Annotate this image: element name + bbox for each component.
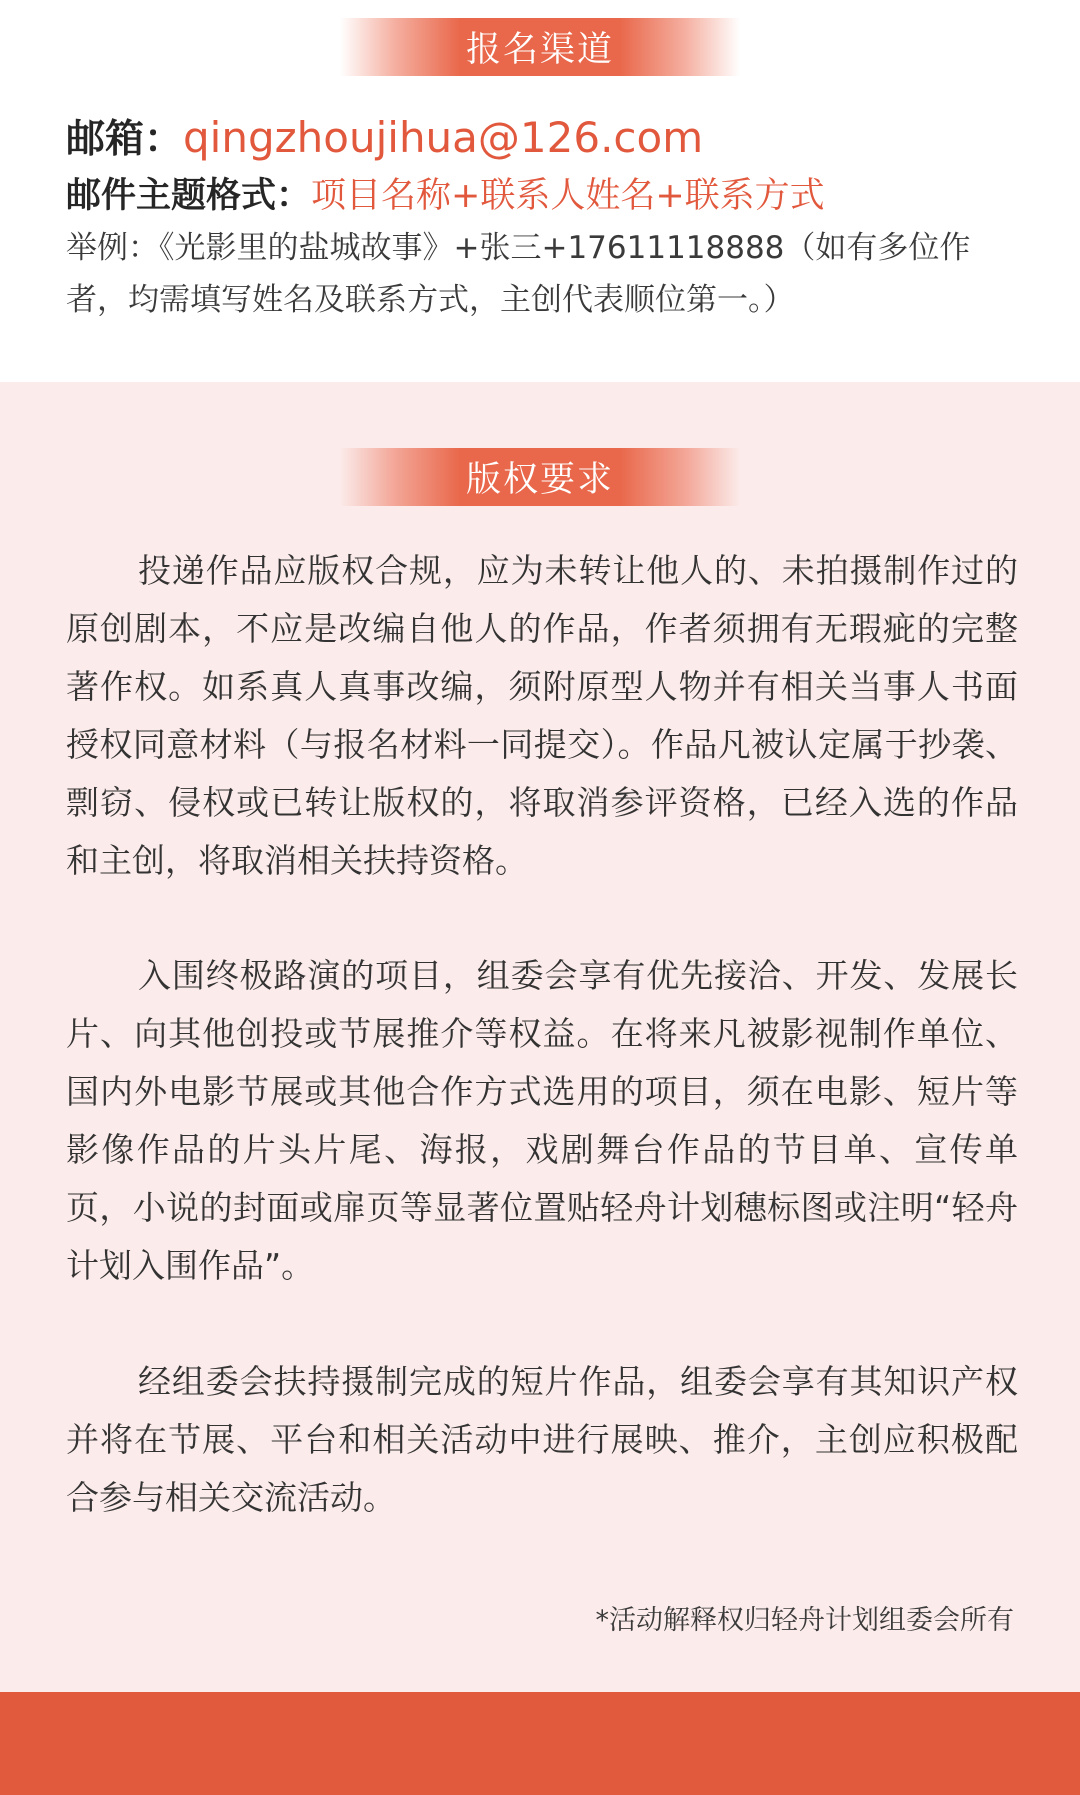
subject-format-value: 项目名称+联系人姓名+联系方式: [311, 176, 825, 216]
footnote: *活动解释权归轻舟计划组委会所有: [595, 1605, 1014, 1636]
subject-example: 举例：《光影里的盐城故事》+张三+17611118888（如有多位作者，均需填写姓名及联系方式，主创代表顺位第一。）: [66, 230, 971, 318]
registration-heading: 报名渠道: [340, 18, 740, 76]
email-label: 邮箱：: [66, 117, 184, 162]
email-row: [66, 108, 1026, 164]
ip-paragraph: 经组委会扶持摄制完成的短片作品，组委会享有其知识产权并将在节展、平台和相关活动中进行展映、推介，主创应积极配合参与相关交流活动。: [66, 1362, 1018, 1517]
subject-format-row: [66, 168, 1026, 218]
copyright-paragraph: 投递作品应版权合规，应为未转让他人的、未拍摄制作过的原创剧本，不应是改编自他人的作品，作者须拥有无瑕疵的完整著作权。如系真人真事改编，须附原型人物并有相关当事人书面授权同意材料（与报名材料一同提交）。作品凡被认定属于抄袭、剽窃、侵权或已转让版权的，将取消参评资格，已经入选的作品和主创，将取消相关扶持资格。: [66, 551, 1018, 880]
subject-format-label: 邮件主题格式：: [66, 176, 312, 216]
email-address[interactable]: qingzhoujihua@126.com: [183, 113, 704, 162]
copyright-heading: 版权要求: [340, 448, 740, 506]
rights-paragraph: 入围终极路演的项目，组委会享有优先接洽、开发、发展长片、向其他创投或节展推介等权益。在将来凡被影视制作单位、国内外电影节展或其他合作方式选用的项目，须在电影、短片等影像作品的片头片尾、海报，戏剧舞台作品的节目单、宣传单页，小说的封面或扉页等显著位置贴轻舟计划穗标图或注明“轻舟计划入围作品”。: [66, 956, 1018, 1285]
footer-bar: [0, 1692, 1080, 1795]
